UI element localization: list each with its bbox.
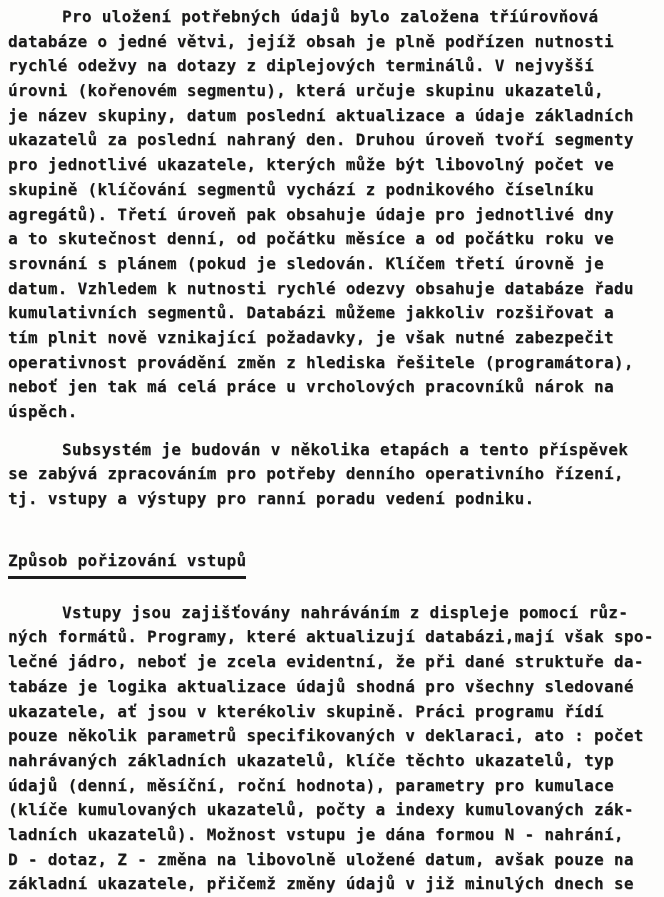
text-line: srovnání s plánem (pokud je sledován. Klíčem třetí úrovně je [8, 253, 604, 273]
text-line: D - dotaz, Z - změna na libovolně uložené datum, avšak pouze na [8, 849, 634, 869]
text-line: úrovni (kořenovém segmentu), která určuje skupinu ukazatelů, [8, 81, 604, 101]
text-line: ukazatelů za poslední nahraný den. Druhou úroveň tvoří segmenty [8, 130, 634, 150]
text-line: pro jednotlivé ukazatele, kterých může být libovolný počet ve [8, 155, 614, 175]
text-line: operativnost provádění změn z hlediska řešitele (programátora), [8, 352, 634, 372]
paragraph-inputs [8, 601, 654, 897]
heading-row [8, 549, 650, 581]
text-line: lečné jádro, neboť je zcela evidentní, že při dané struktuře da- [8, 652, 644, 672]
text-line: datum. Vzhledem k nutnosti rychlé odezvy obsahuje databáze řadu [8, 278, 634, 298]
text-line: (klíče kumulovaných ukazatelů, počty a indexy kumulovaných zák- [8, 800, 634, 820]
text-line: údajů (denní, měsíční, roční hodnota), parametry pro kumulace [8, 775, 614, 795]
text-line: rychlé odežvy na dotazy z diplejových terminálů. V nejvyšší [8, 56, 595, 76]
text-line: databáze o jedné větvi, jejíž obsah je plně podřízen nutnosti [8, 31, 614, 51]
text-line: a to skutečnost denní, od počátku měsíce a od počátku roku ve [8, 229, 614, 249]
text-line: se zabývá zpracováním pro potřeby denního operativního řízení, [8, 464, 624, 484]
section-heading-inputs: Způsob pořizování vstupů [8, 549, 246, 580]
document-content [8, 5, 654, 897]
text-line: agregátů). Třetí úroveň pak obsahuje údaje pro jednotlivé dny [8, 204, 614, 224]
text-line: úspěch. [8, 402, 78, 421]
text-line: základní ukazatele, přičemž změny údajů v již minulých dnech se [8, 874, 634, 894]
paragraph-subsystem [8, 438, 650, 512]
text-line: Pro uložení potřebných údajů bylo založena tříúrovňová [62, 7, 599, 26]
text-line: tj. vstupy a výstupy pro ranní poradu vedení podniku. [8, 489, 535, 509]
text-line: je název skupiny, datum poslední aktualizace a údaje základních [8, 105, 634, 125]
text-line: pouze několik parametrů specifikovaných v deklaraci, ato : počet [8, 726, 644, 746]
text-line: kumulativních segmentů. Databázi můžeme jakkoliv rozšiřovat a [8, 303, 614, 323]
text-line: Subsystém je budován v několika etapách a tento příspěvek [62, 439, 629, 459]
text-line: ukazatele, ať jsou v kterékoliv skupině. Práci programu řídí [8, 701, 604, 721]
text-line: ných formátů. Programy, které aktualizují databázi,mají však spo- [8, 627, 654, 647]
text-line: Vstupy jsou zajišťovány nahráváním z displeje pomocí růz- [62, 602, 629, 622]
text-line: neboť jen tak má celá práce u vrcholových pracovníků nárok na [8, 377, 614, 397]
text-line: tabáze je logika aktualizace údajů shodná pro všechny sledované [8, 676, 634, 696]
text-line: ladních ukazatelů). Možnost vstupu je dána formou N - nahrání, [8, 824, 624, 844]
paragraph-database-structure [8, 5, 650, 425]
text-line: nahrávaných základních ukazatelů, klíče těchto ukazatelů, typ [8, 750, 614, 770]
text-line: skupině (klíčování segmentů vychází z podnikového číselníku [8, 179, 595, 199]
text-line: tím plnit nově vznikající požadavky, je však nutné zabezpečit [8, 327, 614, 347]
